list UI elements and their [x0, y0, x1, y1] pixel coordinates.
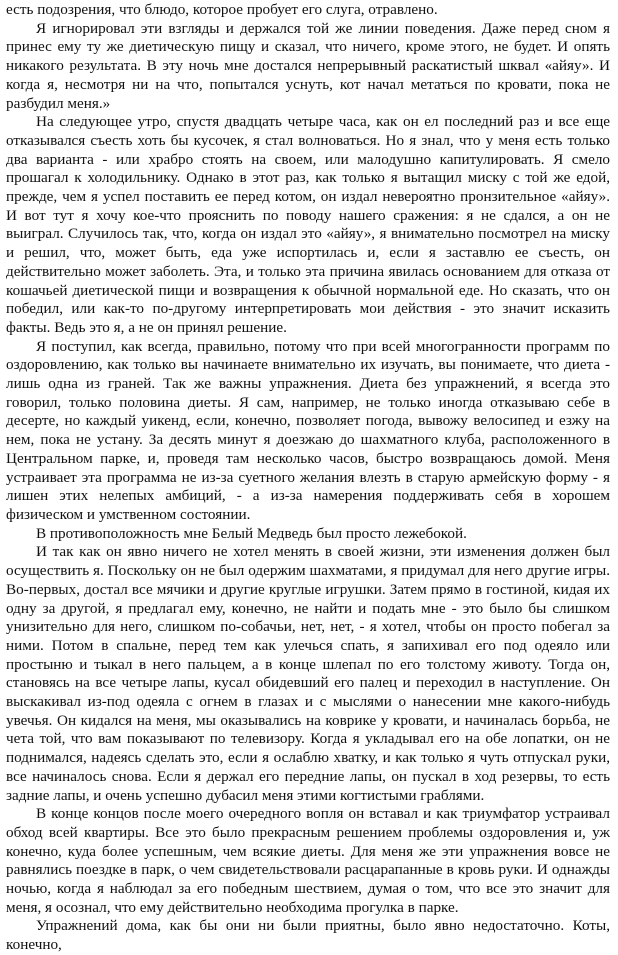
paragraph: В конце концов после моего очередного вопля он вставал и как триумфатор устраивал обход всей квартиры. Все это было прекрасным решением проблемы оздоровления и, уж конечно, куда более успешным, чем всякие диеты. Для меня же эти упражнения вовсе не равнялись поездке в парк, о чем свидетельствовали расцарапанные в кровь руки. И однажды ночью, когда я наблюдал за его победным шествием, думая о том, что все это значит для меня, я осознал, что ему действительно необходима прогулка в парке. — [6, 805, 610, 916]
paragraph: Упражнений дома, как бы они ни были приятны, было явно недостаточно. Коты, конечно, — [6, 917, 610, 954]
paragraph: Я игнорировал эти взгляды и держался той же линии поведения. Даже перед сном я принес ему ту же диетическую пищу и сказал, что ничего, кроме этого, не будет. И опять никакого результата. В эту ночь мне достался непрерывный раскатистый шквал «айяу». И когда я, несмотря ни на что, попытался уснуть, кот начал метаться по кровати, пока не разбудил меня.» — [6, 19, 610, 112]
paragraph: Я поступил, как всегда, правильно, потому что при всей многогранности программ по оздоровлению, как только вы начинаете внимательно их изучать, вы понимаете, что диета - лишь одна из граней. Так же важны упражнения. Диета без упражнений, я всегда это говорил, только половина диеты. Я сам, например, не только иногда отказываю себе в десерте, но каждый уикенд, если, конечно, позволяет погода, вывожу велосипед и езжу на нем, пока не устану. За десять минут я доезжаю до шахматного клуба, расположенного в Центральном парке, и, проведя там несколько часов, быстро возвращаюсь домой. Меня устраивает эта программа не из-за суетного желания влезть в старую армейскую форму - я лишен этих нелепых амбиций, - а из-за намерения поддерживать себя в хорошем физическом и умственном состоянии. — [6, 337, 610, 523]
paragraph: В противоположность мне Белый Медведь был просто лежебокой. — [36, 524, 467, 542]
paragraph: И так как он явно ничего не хотел менять в своей жизни, эти изменения должен был осуществить я. Поскольку он не был одержим шахматами, я придумал для него другие игры. Во-первых, достал все мячики и другие круглые игрушки. Затем прямо в гостиной, кидая их одну за другой, я предлагал ему, конечно, не найти и подать мне - это было бы слишком унизительно для него, слишком по-собачьи, нет, нет, - я хотел, чтобы он просто побегал за ними. Потом в спальне, перед тем как улечься спать, я запихивал его под одеяло или простыню и тыкал в него пальцем, а в конце шлепал по его толстому животу. Тогда он, становясь на все четыре лапы, кусал обидевший его палец и переходил в наступление. Он выскакивал из-под одеяла с огнем в глазах и с мыслями о нанесении мне какого-нибудь увечья. Он кидался на меня, мы оказывались на коврике у кровати, и начиналась борьба, не чета той, что вам показывают по телевизору. Когда я укладывал его на обе лопатки, он не поднимался, надеясь сделать это, если я ослаблю хватку, и как только я чуть отпускал руки, все начиналось снова. Если я держал его передние лапы, он пускал в ход резервы, то есть задние лапы, и очень успешно дубасил меня этими когтистыми граблями. — [6, 543, 610, 804]
paragraph-continuation: есть подозрения, что блюдо, которое пробует его слуга, отравлено. — [6, 1, 438, 18]
paragraph: На следующее утро, спустя двадцать четыре часа, как он ел последний раз и все еще отказывался съесть хоть бы кусочек, я стал волноваться. Но я знал, что у меня есть только два варианта - или храбро стоять на своем, или малодушно капитулировать. Я смело прошагал к холодильнику. Однако в этот раз, как только я вытащил миску с той же едой, прежде, чем я успел поставить ее перед котом, он издал невероятно пронзительное «айяу». И вот тут я хочу кое-что прояснить по поводу нашего сражения: я не сдался, а он не выиграл. Случилось так, что, когда он издал это «айяу», я внимательно посмотрел на миску и решил, что, может быть, еда уже испортилась и, если я заставлю ее съесть, он действительно может заболеть. Эта, и только эта причина явилась основанием для отказа от кошачьей диетической пищи и возвращения к обычной нормальной еде. Но сказать, что он победил, или как-то по-другому интерпретировать мои действия - это значит исказить факты. Ведь это я, а не он принял решение. — [6, 113, 610, 336]
